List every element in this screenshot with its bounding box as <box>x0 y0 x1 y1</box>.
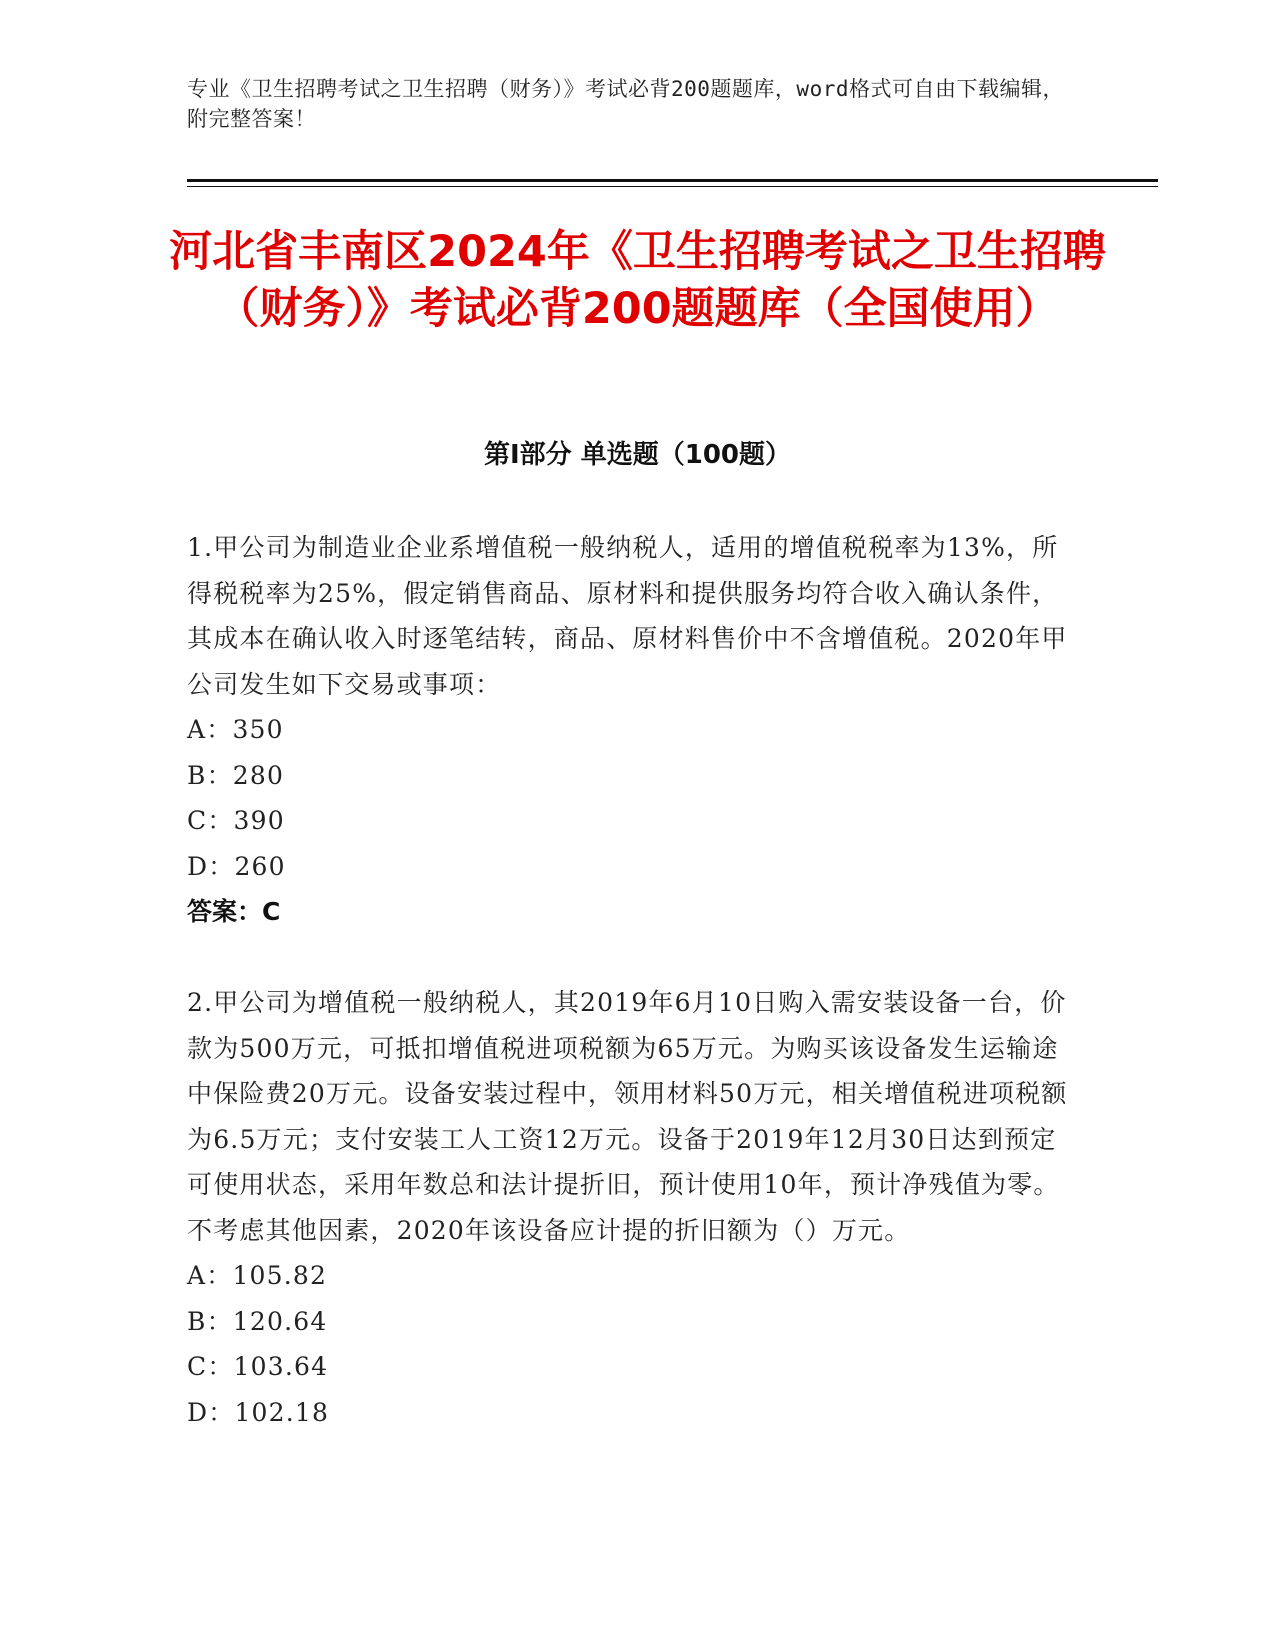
header-divider-thick <box>187 179 1158 182</box>
option-d: D：260 <box>187 851 286 881</box>
option-b: B：280 <box>187 760 285 790</box>
document-title: 河北省丰南区2024年《卫生招聘考试之卫生招聘（财务）》考试必背200题题库（全国使用） <box>169 227 1106 334</box>
question-text: 1.甲公司为制造业企业系增值税一般纳税人，适用的增值税税率为13%，所得税税率为25%，假定销售商品、原材料和提供服务均符合收入确认条件，其成本在确认收入时逐笔结转，商品、原材料售价中不含增值税。2020年甲公司发生如下交易或事项： <box>187 533 1068 699</box>
question-2 <box>187 980 1077 1435</box>
header-divider-thin <box>187 186 1158 187</box>
option-d: D：102.18 <box>187 1397 330 1427</box>
option-c: C：390 <box>187 806 285 835</box>
question-text: 2.甲公司为增值税一般纳税人，其2019年6月10日购入需安装设备一台，价款为500万元，可抵扣增值税进项税额为65万元。为购买该设备发生运输途中保险费20万元。设备安装过程中，领用材料50万元，相关增值税进项税额为6.5万元；支付安装工人工资12万元。设备于2019年12月30日达到预定可使用状态，采用年数总和法计提折旧，预计使用10年，预计净残值为零。不考虑其他因素，2020年该设备应计提的折旧额为（）万元。 <box>187 988 1068 1245</box>
question-1 <box>187 525 1077 934</box>
option-a: A：105.82 <box>187 1261 328 1290</box>
option-a: A：350 <box>187 715 284 744</box>
section-heading: 第Ⅰ部分 单选题（100题） <box>484 440 791 470</box>
option-c: C：103.64 <box>187 1352 329 1381</box>
answer-text: 答案：C <box>187 897 281 926</box>
option-b: B：120.64 <box>187 1306 328 1336</box>
header-note: 专业《卫生招聘考试之卫生招聘（财务）》考试必背200题题库，word格式可自由下载编辑，附完整答案！ <box>187 77 1064 131</box>
